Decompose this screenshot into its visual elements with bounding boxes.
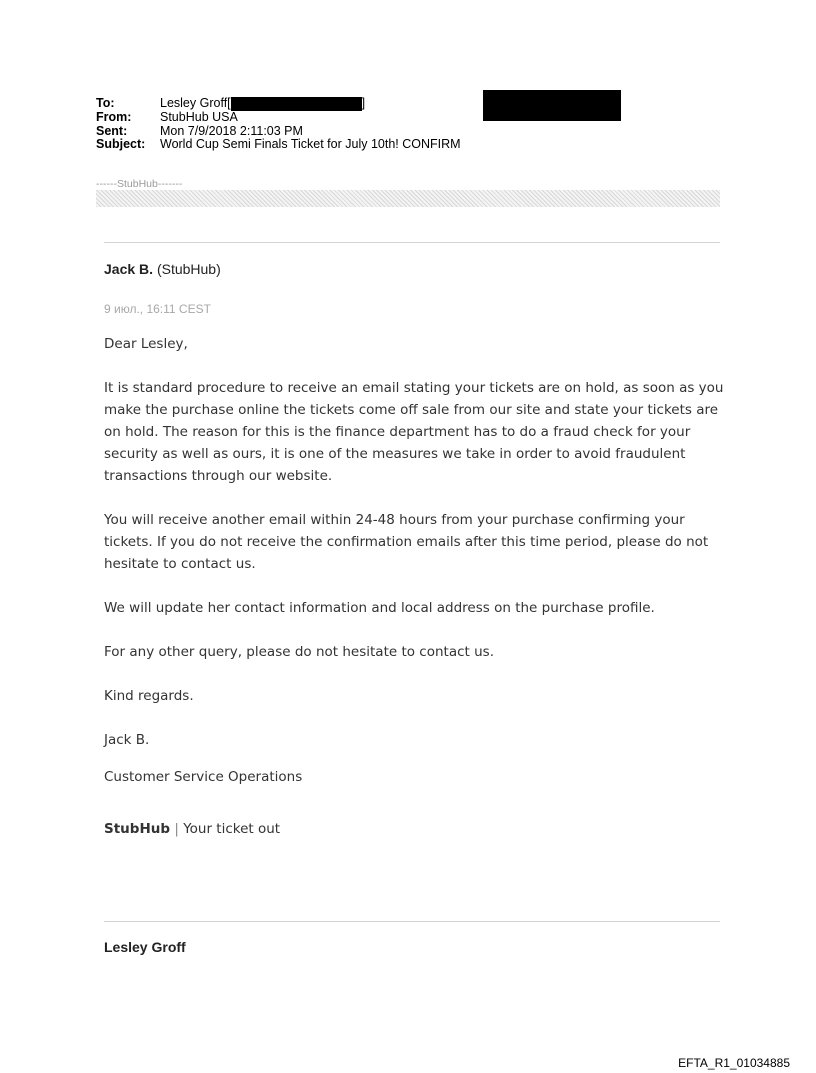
to-row [96, 97, 461, 111]
divider [104, 921, 720, 922]
from-label: From: [96, 110, 132, 124]
to-value [160, 97, 365, 111]
sender-org: (StubHub) [156, 261, 221, 277]
to-bracket: ] [361, 96, 366, 110]
signature-brand [104, 818, 724, 840]
brand-separator: | [174, 821, 179, 837]
brand-name: StubHub [104, 821, 171, 837]
to-label: To: [96, 96, 115, 110]
brand-tagline: Your ticket out [183, 821, 281, 837]
sender [104, 261, 221, 277]
next-message-sender: Lesley Groff [104, 939, 186, 955]
subject-row [96, 138, 461, 152]
subject-value: World Cup Semi Finals Ticket for July 10th! CONFIRM [160, 137, 461, 151]
from-row [96, 111, 461, 125]
sent-value: Mon 7/9/2018 2:11:03 PM [160, 123, 303, 138]
subject-label: Subject: [96, 137, 146, 151]
greeting: Dear Lesley, [104, 336, 188, 352]
closing: Kind regards. [104, 688, 194, 704]
divider [104, 242, 720, 243]
sent-label: Sent: [96, 123, 128, 138]
redaction-box [231, 97, 362, 111]
redaction-box [483, 90, 621, 121]
message-date: 9 июл., 16:11 CEST [104, 302, 211, 316]
from-value: StubHub USA [160, 110, 238, 124]
quote-banner [96, 190, 720, 207]
paragraph: For any other query, please do not hesitate to contact us. [104, 644, 494, 660]
email-header [96, 97, 461, 152]
quote-label: ------StubHub------- [96, 178, 183, 190]
signature-title: Customer Service Operations [104, 769, 303, 785]
paragraph: You will receive another email within 24-48 hours from your purchase confirming your tickets. If you do not receive the confirmation emails after this time period, please do not hesitate to contact us. [104, 512, 709, 572]
document-id: EFTA_R1_01034885 [678, 1056, 790, 1070]
paragraph: It is standard procedure to receive an email stating your tickets are on hold, as soon as you make the purchase online the tickets come off sale from our site and state your tickets are on hold. The reason for this is the finance department has to do a fraud check for your security as well as ours, it is one of the measures we take in order to avoid fraudulent transactions through our website. [104, 380, 724, 484]
paragraph: We will update her contact information and local address on the purchase profile. [104, 600, 655, 616]
sent-row [96, 125, 461, 139]
sender-name: Jack B. [104, 261, 154, 277]
signature-name: Jack B. [104, 732, 150, 748]
to-name: Lesley Groff[ [160, 96, 231, 110]
